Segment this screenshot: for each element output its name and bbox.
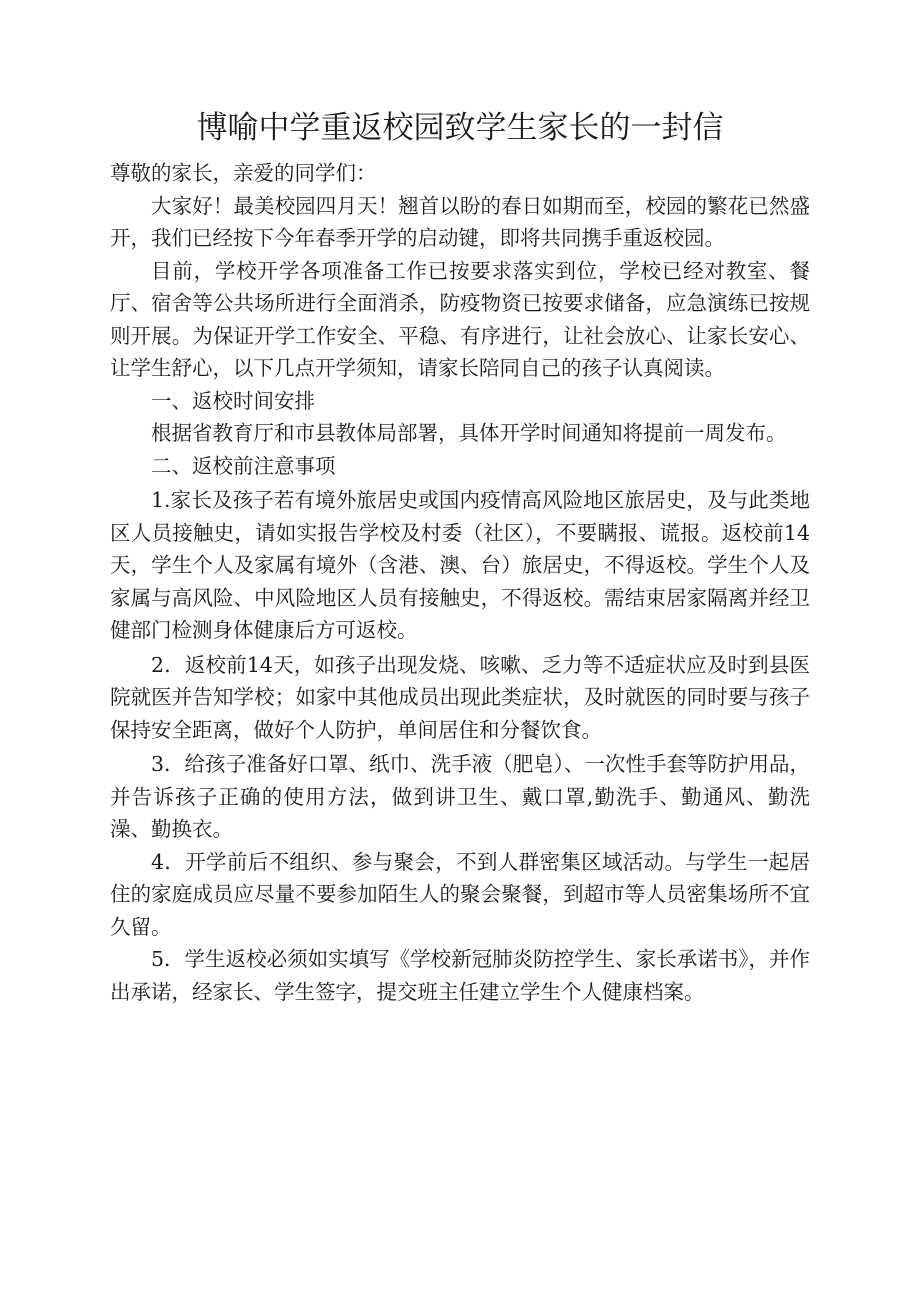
list-item-4: 4．开学前后不组织、参与聚会，不到人群密集区域活动。与学生一起居住的家庭成员应尽量不要参加陌生人的聚会聚餐，到超市等人员密集场所不宜久留。 — [110, 849, 810, 939]
section-1-text: 根据省教育厅和市县教体局部署，具体开学时间通知将提前一周发布。 — [151, 421, 787, 445]
section-2-heading: 二、返校前注意事项 — [151, 453, 336, 478]
letter-body — [110, 157, 810, 1008]
list-item-3: 3．给孩子准备好口罩、纸巾、洗手液（肥皂）、一次性手套等防护用品，并告诉孩子正确的使用方法，做到讲卫生、戴口罩,勤洗手、勤通风、勤洗澡、勤换衣。 — [110, 752, 810, 841]
document-title: 博喻中学重返校园致学生家长的一封信 — [196, 110, 724, 146]
salutation: 尊敬的家长，亲爱的同学们： — [110, 161, 377, 185]
paragraph-greeting: 大家好！最美校园四月天！翘首以盼的春日如期而至，校园的繁花已然盛开，我们已经按下今年春季开学的启动键，即将共同携手重返校园。 — [110, 193, 810, 250]
list-item-5: 5．学生返校必须如实填写《学校新冠肺炎防控学生、家长承诺书》，并作出承诺，经家长、学生签字，提交班主任建立学生个人健康档案。 — [110, 947, 810, 1004]
paragraph-preparation: 目前，学校开学各项准备工作已按要求落实到位，学校已经对教室、餐厅、宿舍等公共场所进行全面消杀，防疫物资已按要求储备，应急演练已按规则开展。为保证开学工作安全、平稳、有序进行，让社会放心、让家长安心、让学生舒心，以下几点开学须知，请家长陪同自己的孩子认真阅读。 — [110, 258, 810, 380]
list-item-2: 2．返校前14天，如孩子出现发烧、咳嗽、乏力等不适症状应及时到县医院就医并告知学校；如家中其他成员出现此类症状，及时就医的同时要与孩子保持安全距离，做好个人防护，单间居住和分餐饮食。 — [110, 652, 810, 742]
section-1-heading: 一、返校时间安排 — [151, 388, 315, 413]
list-item-1: 1.家长及孩子若有境外旅居史或国内疫情高风险地区旅居史，及与此类地区人员接触史，请如实报告学校及村委（社区），不要瞒报、谎报。返校前14天，学生个人及家属有境外（含港、澳、台）旅居史，不得返校。学生个人及家属与高风险、中风险地区人员有接触史，不得返校。需结束居家隔离并经卫健部门检测身体健康后方可返校。 — [110, 488, 810, 642]
